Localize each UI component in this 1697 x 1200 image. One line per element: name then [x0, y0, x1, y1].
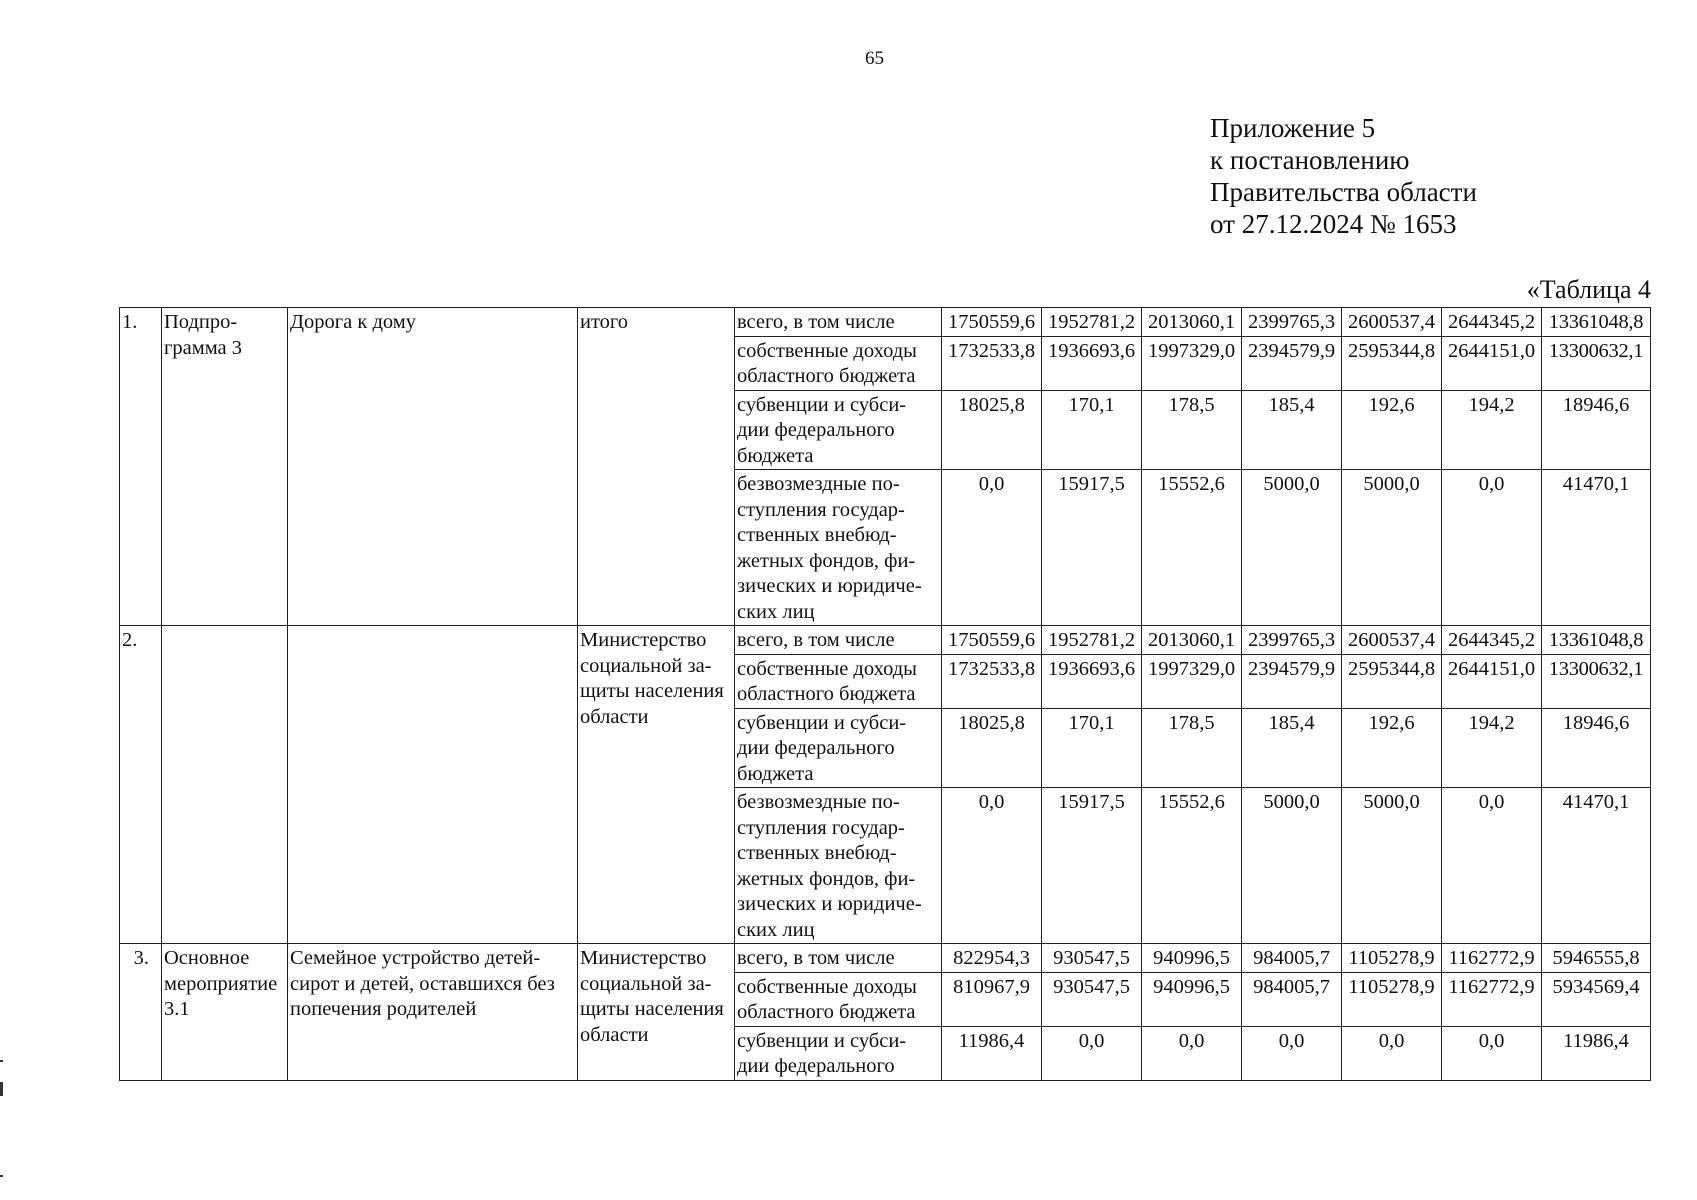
value-cell: 984005,7	[1242, 972, 1342, 1026]
scan-margin-mark	[0, 1082, 3, 1096]
value-cell: 984005,7	[1242, 944, 1342, 973]
value-cell: 2399765,3	[1242, 626, 1342, 655]
value-cell: 15552,6	[1142, 470, 1242, 626]
value-cell: 185,4	[1242, 390, 1342, 470]
value-cell: 170,1	[1042, 390, 1142, 470]
value-cell: 0,0	[942, 470, 1042, 626]
source-label: собственные доходы областного бюджета	[735, 972, 942, 1026]
scan-margin-mark	[0, 1060, 3, 1062]
value-cell: 41470,1	[1542, 470, 1651, 626]
value-cell: 930547,5	[1042, 944, 1142, 973]
value-cell: 1997329,0	[1142, 654, 1242, 708]
value-cell: 5000,0	[1242, 788, 1342, 944]
source-label: собственные доходы областного бюджета	[735, 336, 942, 390]
value-cell: 2013060,1	[1142, 626, 1242, 655]
value-cell: 822954,3	[942, 944, 1042, 973]
table-row	[120, 308, 1651, 337]
value-cell: 194,2	[1442, 708, 1542, 788]
source-label: всего, в том числе	[735, 626, 942, 655]
value-cell: 2644345,2	[1442, 626, 1542, 655]
row-number: 1.	[120, 308, 162, 626]
value-cell: 1162772,9	[1442, 944, 1542, 973]
row-number: 2.	[120, 626, 162, 944]
value-cell: 15552,6	[1142, 788, 1242, 944]
value-cell: 1162772,9	[1442, 972, 1542, 1026]
table-label: «Таблица 4	[1526, 275, 1651, 304]
source-label: безвозмездные по- ступления государ- ственных внебюд- жетных фондов, фи- зических и юридиче- ских лиц	[735, 470, 942, 626]
value-cell: 192,6	[1342, 708, 1442, 788]
value-cell: 15917,5	[1042, 470, 1142, 626]
value-cell: 2394579,9	[1242, 654, 1342, 708]
source-label: субвенции и субси- дии федерального бюджета	[735, 708, 942, 788]
value-cell: 5000,0	[1242, 470, 1342, 626]
appendix-line-1: Приложение 5	[1210, 113, 1376, 143]
value-cell: 2013060,1	[1142, 308, 1242, 337]
value-cell: 2595344,8	[1342, 654, 1442, 708]
value-cell: 1732533,8	[942, 654, 1042, 708]
appendix-line-2: к постановлению	[1210, 145, 1410, 175]
value-cell: 0,0	[1442, 1026, 1542, 1080]
table-row	[120, 944, 1651, 973]
value-cell: 2394579,9	[1242, 336, 1342, 390]
scan-margin-mark	[0, 1175, 3, 1177]
value-cell: 810967,9	[942, 972, 1042, 1026]
value-cell: 15917,5	[1042, 788, 1142, 944]
value-cell: 18025,8	[942, 708, 1042, 788]
value-cell: 13300632,1	[1542, 654, 1651, 708]
appendix-header	[1210, 112, 1477, 240]
value-cell: 2644151,0	[1442, 654, 1542, 708]
table-row	[120, 626, 1651, 655]
value-cell: 18025,8	[942, 390, 1042, 470]
appendix-line-4: от 27.12.2024 № 1653	[1210, 209, 1457, 239]
value-cell: 2644151,0	[1442, 336, 1542, 390]
value-cell: 0,0	[942, 788, 1042, 944]
executor-cell: итого	[578, 308, 735, 626]
value-cell: 2600537,4	[1342, 308, 1442, 337]
value-cell: 13361048,8	[1542, 308, 1651, 337]
value-cell: 5000,0	[1342, 470, 1442, 626]
value-cell: 0,0	[1042, 1026, 1142, 1080]
value-cell: 13361048,8	[1542, 626, 1651, 655]
source-label: субвенции и субси- дии федерального	[735, 1026, 942, 1080]
program-name: Дорога к дому	[288, 308, 578, 626]
row-number: 3.	[120, 944, 162, 1081]
value-cell: 940996,5	[1142, 972, 1242, 1026]
source-label: безвозмездные по- ступления государ- ственных внебюд- жетных фондов, фи- зических и юридиче- ских лиц	[735, 788, 942, 944]
value-cell: 930547,5	[1042, 972, 1142, 1026]
value-cell: 178,5	[1142, 708, 1242, 788]
value-cell: 0,0	[1242, 1026, 1342, 1080]
value-cell: 13300632,1	[1542, 336, 1651, 390]
status-cell: Основное мероприятие 3.1	[162, 944, 288, 1081]
value-cell: 0,0	[1142, 1026, 1242, 1080]
source-label: собственные доходы областного бюджета	[735, 654, 942, 708]
program-name	[288, 626, 578, 944]
value-cell: 1997329,0	[1142, 336, 1242, 390]
value-cell: 1952781,2	[1042, 308, 1142, 337]
status-cell	[162, 626, 288, 944]
value-cell: 1952781,2	[1042, 626, 1142, 655]
value-cell: 192,6	[1342, 390, 1442, 470]
value-cell: 2595344,8	[1342, 336, 1442, 390]
status-cell: Подпро- грамма 3	[162, 308, 288, 626]
value-cell: 11986,4	[942, 1026, 1042, 1080]
value-cell: 1750559,6	[942, 308, 1042, 337]
value-cell: 18946,6	[1542, 708, 1651, 788]
value-cell: 41470,1	[1542, 788, 1651, 944]
value-cell: 5000,0	[1342, 788, 1442, 944]
value-cell: 194,2	[1442, 390, 1542, 470]
value-cell: 1936693,6	[1042, 654, 1142, 708]
executor-cell: Министерство социальной за- щиты населения области	[578, 944, 735, 1081]
value-cell: 1732533,8	[942, 336, 1042, 390]
value-cell: 1750559,6	[942, 626, 1042, 655]
source-label: всего, в том числе	[735, 308, 942, 337]
value-cell: 5934569,4	[1542, 972, 1651, 1026]
source-label: всего, в том числе	[735, 944, 942, 973]
executor-cell: Министерство социальной за- щиты населения области	[578, 626, 735, 944]
value-cell: 1936693,6	[1042, 336, 1142, 390]
value-cell: 5946555,8	[1542, 944, 1651, 973]
value-cell: 185,4	[1242, 708, 1342, 788]
page-number: 65	[865, 48, 884, 69]
budget-table	[119, 307, 1651, 1081]
source-label: субвенции и субси- дии федерального бюджета	[735, 390, 942, 470]
program-name: Семейное устройство детей- сирот и детей, оставшихся без попечения родителей	[288, 944, 578, 1081]
value-cell: 1105278,9	[1342, 944, 1442, 973]
value-cell: 2399765,3	[1242, 308, 1342, 337]
value-cell: 2600537,4	[1342, 626, 1442, 655]
value-cell: 1105278,9	[1342, 972, 1442, 1026]
value-cell: 178,5	[1142, 390, 1242, 470]
value-cell: 2644345,2	[1442, 308, 1542, 337]
appendix-line-3: Правительства области	[1210, 177, 1477, 207]
value-cell: 0,0	[1442, 470, 1542, 626]
value-cell: 0,0	[1342, 1026, 1442, 1080]
value-cell: 11986,4	[1542, 1026, 1651, 1080]
value-cell: 18946,6	[1542, 390, 1651, 470]
value-cell: 0,0	[1442, 788, 1542, 944]
value-cell: 940996,5	[1142, 944, 1242, 973]
value-cell: 170,1	[1042, 708, 1142, 788]
